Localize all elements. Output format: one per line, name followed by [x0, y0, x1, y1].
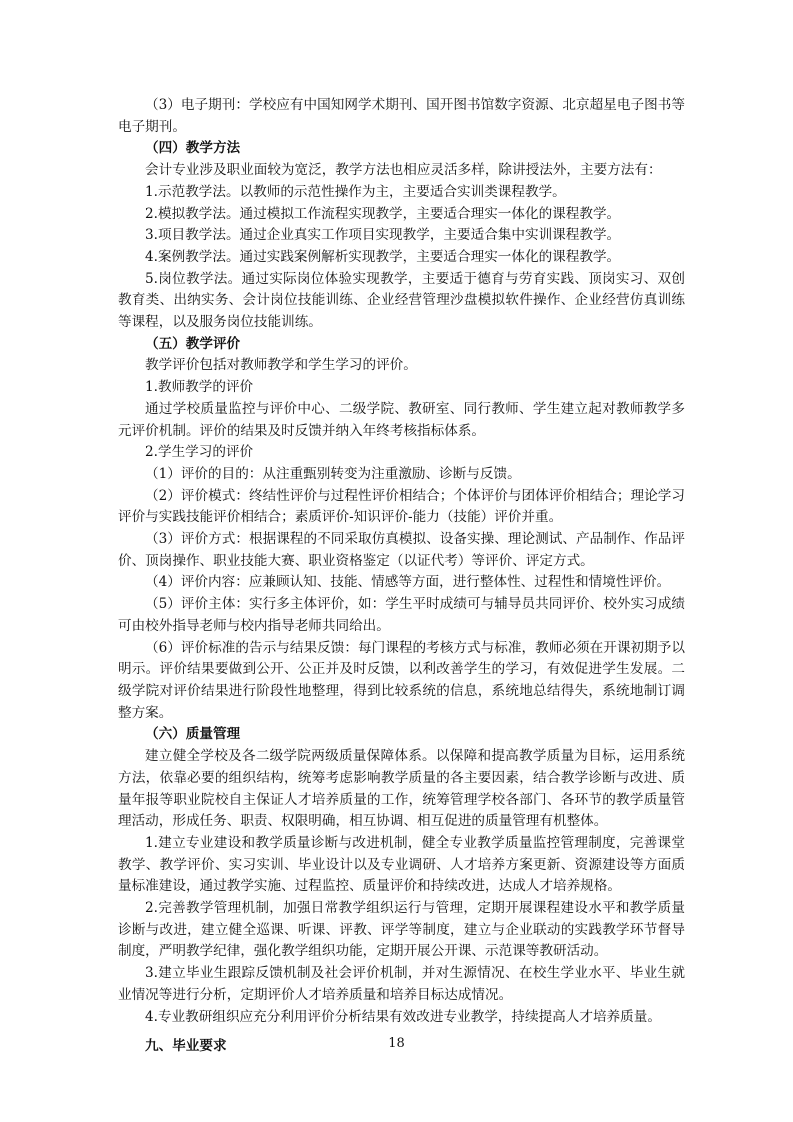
paragraph: 会计专业涉及职业面较为宽泛，教学方法也相应灵活多样，除讲授法外，主要方法有： [145, 162, 662, 179]
paragraph: 通过学校质量监控与评价中心、二级学院、教研室、同行教师、学生建立起对教师教学多元评价机制。评价的结果及时反馈并纳入年终考核指标体系。 [118, 400, 685, 439]
paragraph: 2.模拟教学法。通过模拟工作流程实现教学，主要适合理实一体化的课程教学。 [145, 205, 621, 222]
paragraph: 5.岗位教学法。通过实际岗位体验实现教学，主要适于德育与劳育实践、顶岗实习、双创教育类、出纳实务、会计岗位技能训练、企业经营管理沙盘模拟软件操作、企业经营仿真训练等课程，以及服务岗位技能训练。 [118, 270, 685, 331]
page-number: 18 [388, 1036, 405, 1051]
subsection-heading: （五）教学评价 [145, 335, 241, 352]
paragraph: 建立健全学校及各二级学院两级质量保障体系。以保障和提高教学质量为目标，运用系统方法，依靠必要的组织结构，统筹考虑影响教学质量的各主要因素，结合教学诊断与改进、质量年报等职业院校自主保证人才培养质量的工作，统筹管理学校各部门、各环节的教学质量管理活动，形成任务、职责、权限明确，相互协调、相互促进的质量管理有机整体。 [118, 748, 685, 830]
paragraph: 4.案例教学法。通过实践案例解析实现教学，主要适合理实一体化的课程教学。 [145, 248, 621, 265]
paragraph: 教学评价包括对教师教学和学生学习的评价。 [145, 357, 417, 374]
paragraph: 4.专业教研组织应充分利用评价分析结果有效改进专业教学，持续提高人才培养质量。 [145, 1008, 661, 1025]
paragraph: （3）评价方式：根据课程的不同采取仿真模拟、设备实操、理论测试、产品制作、作品评价、顶岗操作、职业技能大赛、职业资格鉴定（以证代考）等评价、评定方式。 [118, 531, 685, 569]
subsection-heading: （六）质量管理 [145, 726, 241, 743]
paragraph: 1.教师教学的评价 [145, 379, 254, 396]
paragraph: （1）评价的目的：从注重甄别转变为注重激励、诊断与反馈。 [145, 465, 521, 482]
subsection-heading: （四）教学方法 [145, 140, 241, 157]
section-heading: 九、毕业要求 [145, 1038, 227, 1055]
paragraph: 2.完善教学管理机制，加强日常教学组织运行与管理，定期开展课程建设水平和教学质量诊断与改进，建立健全巡课、听课、评教、评学等制度，建立与企业联动的实践教学环节督导制度，严明教学纪律，强化教学组织功能，定期开展公开课、示范课等教研活动。 [118, 900, 685, 960]
paragraph: 1.示范教学法。以教师的示范性操作为主，主要适合实训类课程教学。 [145, 183, 566, 200]
paragraph: （5）评价主体：实行多主体评价，如：学生平时成绩可与辅导员共同评价、校外实习成绩可由校外指导老师与校内指导老师共同给出。 [118, 596, 685, 634]
paragraph: （2）评价模式：终结性评价与过程性评价相结合；个体评价与团体评价相结合；理论学习评价与实践技能评价相结合；素质评价-知识评价-能力（技能）评价并重。 [118, 487, 685, 526]
paragraph: （4）评价内容：应兼顾认知、技能、情感等方面，进行整体性、过程性和情境性评价。 [145, 574, 671, 591]
paragraph: 3.项目教学法。通过企业真实工作项目实现教学，主要适合集中实训课程教学。 [145, 227, 621, 244]
paragraph: 1.建立专业建设和教学质量诊断与改进机制，健全专业教学质量监控管理制度，完善课堂教学、教学评价、实习实训、毕业设计以及专业调研、人才培养方案更新、资源建设等方面质量标准建设，通过教学实施、过程监控、质量评价和持续改进，达成人才培养规格。 [118, 834, 685, 895]
paragraph: （6）评价标准的告示与结果反馈：每门课程的考核方式与标准，教师必须在开课初期予以明示。评价结果要做到公开、公正并及时反馈，以利改善学生的学习，有效促进学生发展。二级学院对评价结果进行阶段性地整理，得到比较系统的信息，系统地总结得失，系统地制订调整方案。 [118, 639, 685, 721]
document-body [118, 95, 685, 1058]
paragraph: （3）电子期刊：学校应有中国知网学术期刊、国开图书馆数字资源、北京超星电子图书等电子期刊。 [118, 97, 685, 135]
paragraph: 2.学生学习的评价 [145, 444, 254, 461]
paragraph: 3.建立毕业生跟踪反馈机制及社会评价机制，并对生源情况、在校生学业水平、毕业生就业情况等进行分析，定期评价人才培养质量和培养目标达成情况。 [118, 965, 685, 1003]
